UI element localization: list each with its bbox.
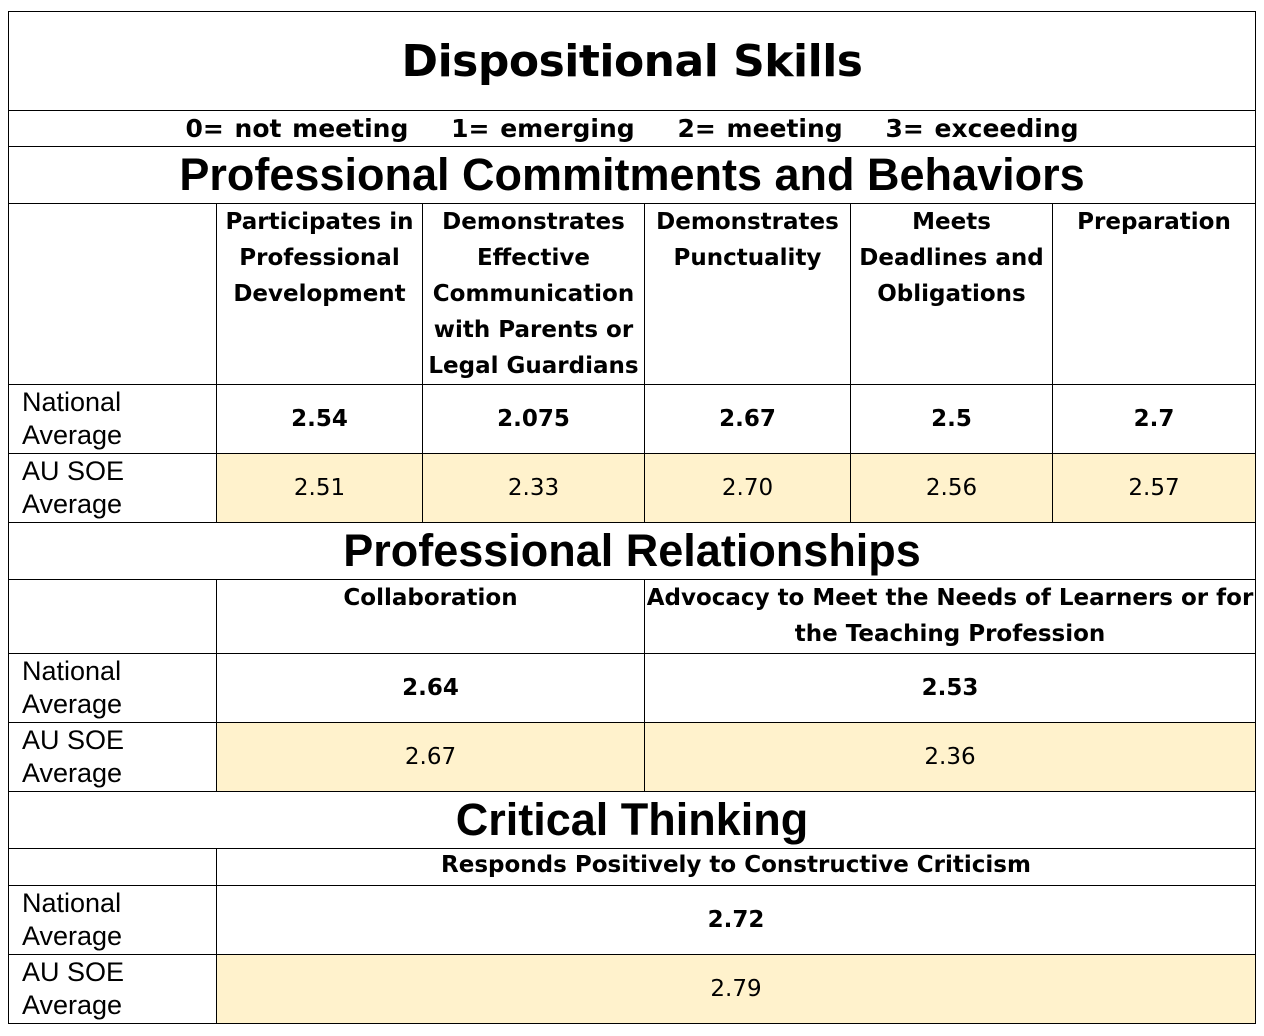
national-value: 2.72 <box>217 886 1256 955</box>
row-label-national: National Average <box>9 886 217 955</box>
header-line: Meets <box>912 209 991 235</box>
au-value: 2.51 <box>217 454 423 523</box>
national-value: 2.67 <box>645 385 851 454</box>
row-label-au: AU SOE Average <box>9 955 217 1024</box>
header-line: Deadlines and <box>859 245 1044 271</box>
national-value: 2.7 <box>1053 385 1256 454</box>
header-line: Advocacy to Meet the Needs of Learners or for <box>646 585 1254 611</box>
header-line: Development <box>233 281 406 307</box>
header-line: the Teaching Profession <box>794 621 1106 647</box>
empty-header-cell <box>9 849 217 886</box>
column-header <box>217 580 645 654</box>
column-header <box>217 849 1256 886</box>
row-label-national: National Average <box>9 654 217 723</box>
header-line: Demonstrates <box>442 209 625 235</box>
national-value: 2.53 <box>645 654 1256 723</box>
empty-header-cell <box>9 580 217 654</box>
empty-header-cell <box>9 204 217 385</box>
header-line: Responds Positively to Constructive Criticism <box>441 852 1031 878</box>
national-value: 2.5 <box>851 385 1053 454</box>
section-heading-commitments: Professional Commitments and Behaviors <box>9 147 1256 204</box>
table-row <box>9 955 1256 1024</box>
header-line: Legal Guardians <box>428 353 639 379</box>
national-value: 2.64 <box>217 654 645 723</box>
national-value: 2.075 <box>423 385 645 454</box>
section-heading-relationships: Professional Relationships <box>9 523 1256 580</box>
rating-legend: 0= not meeting 1= emerging 2= meeting 3= exceeding <box>9 111 1256 147</box>
au-value: 2.33 <box>423 454 645 523</box>
row-label-national: National Average <box>9 385 217 454</box>
national-value: 2.54 <box>217 385 423 454</box>
au-value: 2.70 <box>645 454 851 523</box>
au-value: 2.57 <box>1053 454 1256 523</box>
row-label-au: AU SOE Average <box>9 454 217 523</box>
dispositional-skills-table <box>8 11 1256 1024</box>
page-title: Dispositional Skills <box>9 12 1256 111</box>
row-label-au: AU SOE Average <box>9 723 217 792</box>
table-row <box>9 385 1256 454</box>
column-header <box>1053 204 1256 385</box>
header-line: Demonstrates <box>656 209 839 235</box>
header-line: Punctuality <box>673 245 822 271</box>
header-line: Obligations <box>877 281 1026 307</box>
column-header <box>645 580 1256 654</box>
table-row <box>9 454 1256 523</box>
table-row <box>9 654 1256 723</box>
column-header <box>851 204 1053 385</box>
header-line: Preparation <box>1077 209 1231 235</box>
column-header <box>645 204 851 385</box>
header-line: Professional <box>239 245 400 271</box>
column-header <box>423 204 645 385</box>
au-value: 2.56 <box>851 454 1053 523</box>
table-row <box>9 886 1256 955</box>
au-value: 2.67 <box>217 723 645 792</box>
section-heading-critical-thinking: Critical Thinking <box>9 792 1256 849</box>
column-header <box>217 204 423 385</box>
header-line: with Parents or <box>433 317 634 343</box>
table-row <box>9 723 1256 792</box>
au-value: 2.36 <box>645 723 1256 792</box>
header-line: Communication <box>432 281 635 307</box>
header-line: Collaboration <box>343 585 518 611</box>
header-line: Participates in <box>225 209 414 235</box>
au-value: 2.79 <box>217 955 1256 1024</box>
header-line: Effective <box>476 245 591 271</box>
